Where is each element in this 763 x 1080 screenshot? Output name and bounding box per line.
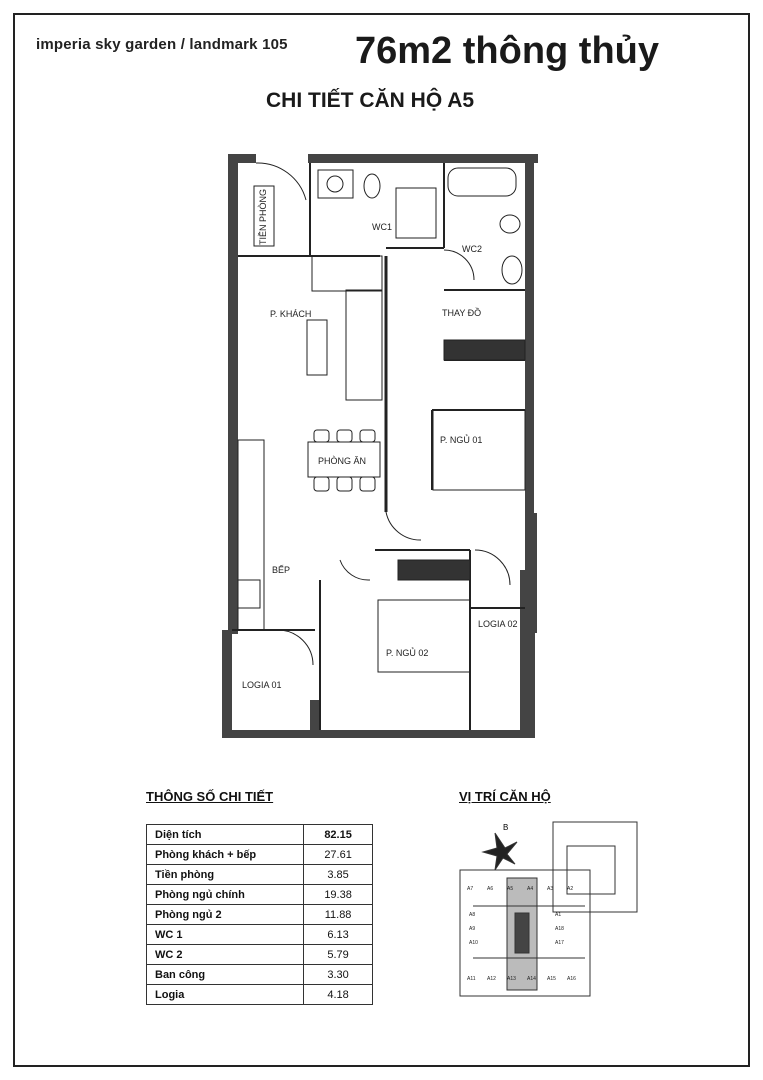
unit-label: A10 [469,940,478,946]
spec-label: Phòng ngủ chính [147,885,304,905]
unit-label: A18 [555,926,564,932]
spec-value: 82.15 [304,825,373,845]
spec-row [147,925,373,945]
spec-value: 3.30 [304,965,373,985]
unit-label: A5 [507,886,514,892]
unit-label: A11 [467,976,476,982]
floor-plan [200,140,560,750]
spec-value: 6.13 [304,925,373,945]
unit-label: A4 [527,886,534,892]
location-map [455,818,645,1003]
spec-label: Phòng ngủ 2 [147,905,304,925]
spec-label: WC 2 [147,945,304,965]
spec-label: Phòng khách + bếp [147,845,304,865]
room-label-bep: BẾP [272,565,291,575]
unit-label: A7 [467,886,474,892]
unit-label: A2 [567,886,574,892]
unit-label: A14 [527,976,536,982]
unit-label: A16 [567,976,576,982]
page-title: CHI TIẾT CĂN HỘ A5 [266,89,475,112]
specs-table [146,824,373,1005]
room-label-wc2: WC2 [462,244,482,254]
room-label-wc1: WC1 [372,222,392,232]
unit-label: A17 [555,940,564,946]
unit-label: A3 [547,886,554,892]
room-label-phong-an: PHÒNG ĂN [318,456,367,466]
spec-value: 4.18 [304,985,373,1005]
spec-value: 19.38 [304,885,373,905]
room-label-p-ngu-02: P. NGỦ 02 [386,648,429,658]
spec-row [147,865,373,885]
spec-label: Ban công [147,965,304,985]
area-title: 76m2 thông thủy [355,30,660,72]
room-label-tien-phong: TIỀN PHÒNG [258,188,268,245]
specs-heading: THÔNG SỐ CHI TIẾT [146,789,274,804]
spec-label: Tiền phòng [147,865,304,885]
compass-label: B [503,823,509,832]
spec-value: 11.88 [304,905,373,925]
location-heading: VỊ TRÍ CĂN HỘ [459,789,551,804]
spec-row [147,905,373,925]
spec-value: 5.79 [304,945,373,965]
room-label-logia-02: LOGIA 02 [478,619,518,629]
spec-row [147,965,373,985]
spec-value: 3.85 [304,865,373,885]
room-label-logia-01: LOGIA 01 [242,680,282,690]
spec-row [147,985,373,1005]
unit-label: A13 [507,976,516,982]
spec-value: 27.61 [304,845,373,865]
brand-logo-text: imperia sky garden / landmark 105 [36,36,288,53]
room-label-thay-do: THAY ĐỒ [442,308,482,318]
room-label-p-khach: P. KHÁCH [270,309,312,319]
spec-row [147,945,373,965]
unit-label: A8 [469,912,476,918]
spec-row [147,885,373,905]
spec-label: Logia [147,985,304,1005]
spec-row [147,825,373,845]
unit-label: A15 [547,976,556,982]
unit-label: A6 [487,886,494,892]
room-label-p-ngu-01: P. NGỦ 01 [440,435,483,445]
unit-label: A1 [555,912,562,918]
spec-row [147,845,373,865]
unit-label: A12 [487,976,496,982]
unit-label: A9 [469,926,476,932]
spec-label: WC 1 [147,925,304,945]
spec-label: Diện tích [147,825,304,845]
